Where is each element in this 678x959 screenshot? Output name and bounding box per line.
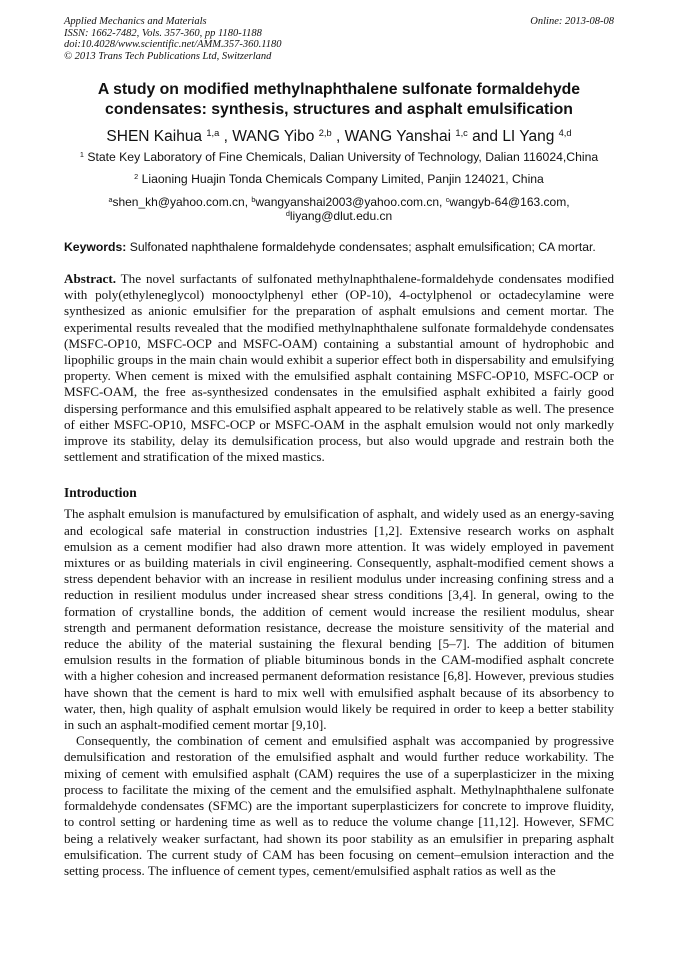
journal-name: Applied Mechanics and Materials bbox=[64, 16, 207, 27]
abstract-label: Abstract. bbox=[64, 271, 116, 286]
email-superscript: c bbox=[445, 195, 450, 205]
author-superscript: 2,b bbox=[318, 127, 332, 138]
keywords bbox=[64, 240, 614, 255]
copyright-line: © 2013 Trans Tech Publications Ltd, Switzerland bbox=[64, 50, 272, 62]
online-date: Online: 2013-08-08 bbox=[530, 16, 614, 27]
author-name: SHEN Kaihua bbox=[106, 128, 203, 145]
affiliation-superscript: 1 bbox=[79, 149, 84, 159]
email-superscript: d bbox=[285, 209, 290, 219]
author-name: LI Yang bbox=[502, 128, 555, 145]
section-heading: Introduction bbox=[64, 485, 137, 501]
author-superscript: 1,a bbox=[206, 127, 220, 138]
title-line-2: condensates: synthesis, structures and asphalt emulsification bbox=[105, 101, 573, 118]
intro-paragraph-2: Consequently, the combination of cement and emulsified asphalt was accompanied by progressive demulsification and restoration of the emulsified asphalt and would further reduce workability. The mixing of cement with emulsified asphalt (CAM) requires the use of a superplasticizer in the mixing process to facilitate the mixing of the cement and the emulsified asphalt. Methylnaphthalene sulfonate formaldehyde condensates (SFMC) are the important superplasticizers for concrete to improve fluidity, to control setting or hardening time as well as to reduce the volume change [11,12]. However, SFMC being a relatively weaker surfactant, had shown its poor stability as an emulsifier in preparing asphalt emulsification. The current study of CAM has been focusing on cement–emulsion interaction and the setting process. The influence of cement types, cement/emulsified asphalt ratios as well as the bbox=[64, 733, 614, 878]
author-superscript: 1,c bbox=[455, 127, 468, 138]
abstract-text: The novel surfactants of sulfonated methylnaphthalene-formaldehyde condensates modified with poly(ethyleneglycol) monooctylphenyl ether (OP-10), 4-octylphenol or octadecylamine were synthesized as anionic emulsifier for the preparation of asphalt emulsions and cement mortar. The experimental results revealed that the modified methylnaphthalene sulfonate formaldehyde condensates (MSFC-OP10, MSFC-OCP and MSFC-OAM) containing a substantial amount of hydrophobic and lipophilic groups in the main chain would exhibit a superior effect both in dispersability and emulsifying property. When cement is mixed with the emulsified asphalt containing MSFC-OP10, MSFC-OCP or MSFC-OAM, the free as-synthesized condensates in the emulsified asphalt exhibited a fairly good dispersing performance and this emulsified asphalt appeared to be relatively stable as well. The presence of either MSFC-OP10, MSFC-OCP or MSFC-OAM in the asphalt emulsion would not only markedly improve its stability, delay its demulsification process, but also would upgrade and restrain both the settlement and stratification of the mixed mastics. bbox=[64, 271, 614, 465]
email-line-1 bbox=[64, 195, 614, 209]
email-address: wangyb-64@163.com, bbox=[449, 195, 570, 209]
doi-line: doi:10.4028/www.scientific.net/AMM.357-360.1180 bbox=[64, 39, 282, 50]
journal-header bbox=[64, 16, 614, 62]
journal-info bbox=[64, 16, 281, 62]
author-name: WANG Yibo bbox=[232, 128, 315, 145]
keywords-text: Sulfonated naphthalene formaldehyde condensates; asphalt emulsification; CA mortar. bbox=[126, 240, 596, 254]
affiliation-1 bbox=[64, 150, 614, 165]
author-superscript: 4,d bbox=[558, 127, 572, 138]
email-superscript: b bbox=[251, 195, 256, 205]
email-block bbox=[64, 195, 614, 223]
keywords-label: Keywords: bbox=[64, 240, 127, 254]
email-superscript: a bbox=[108, 195, 113, 205]
email-address: shen_kh@yahoo.com.cn, bbox=[112, 195, 252, 209]
issn-line: ISSN: 1662-7482, Vols. 357-360, pp 1180-1188 bbox=[64, 27, 262, 39]
intro-paragraph-1: The asphalt emulsion is manufactured by emulsification of asphalt, and widely used as an energy-saving and ecological safe material in construction industries [1,2]. Extensive research works on asphalt emulsion as a cement modifier had also drawn more attention. It was widely employed in pavement mixtures or as building materials in civil engineering. Consequently, asphalt-modified cement shows a stress dependent behavior with an increase in resilient modulus under increasing confining stress and a reduction in resilient modulus under increased shear stress conditions [3,4]. In general, owing to the formation of crystalline bonds, the addition of cement would increase the resilient modulus, shear strength and permanent deformation resistance, decrease the moisture sensitivity of the material and reduce the ability of the material sustaining the flexural bending [5–7]. The addition of bitumen emulsion results in the formation of pliable bituminous bonds in the CAM-modified asphalt concrete with a higher cohesion and increased permanent deformation resistance [6,8]. However, previous studies have shown that the cement is hard to mix well with emulsified asphalt because of its absorbency to water, then, high quality of asphalt emulsion would likely be required in order to keep a better stability in such an asphalt-modified cement mortar [9,10]. bbox=[64, 506, 614, 733]
affiliation-superscript: 2 bbox=[134, 171, 139, 181]
paper-title bbox=[64, 80, 614, 120]
author-separator: , bbox=[223, 128, 233, 145]
author-list bbox=[64, 126, 614, 148]
author-separator: , bbox=[335, 128, 345, 145]
affiliation-text: State Key Laboratory of Fine Chemicals, Dalian University of Technology, Dalian 116024,China bbox=[87, 150, 599, 164]
affiliation-2 bbox=[64, 172, 614, 187]
email-address: liyang@dlut.edu.cn bbox=[289, 209, 393, 223]
author-name: WANG Yanshai bbox=[344, 128, 452, 145]
abstract bbox=[64, 271, 614, 465]
author-separator: and bbox=[472, 128, 503, 145]
email-line-2 bbox=[64, 209, 614, 223]
email-address: wangyanshai2003@yahoo.com.cn, bbox=[255, 195, 446, 209]
title-line-1: A study on modified methylnaphthalene sulfonate formaldehyde bbox=[97, 81, 581, 98]
affiliation-text: Liaoning Huajin Tonda Chemicals Company Limited, Panjin 124021, China bbox=[141, 172, 544, 186]
